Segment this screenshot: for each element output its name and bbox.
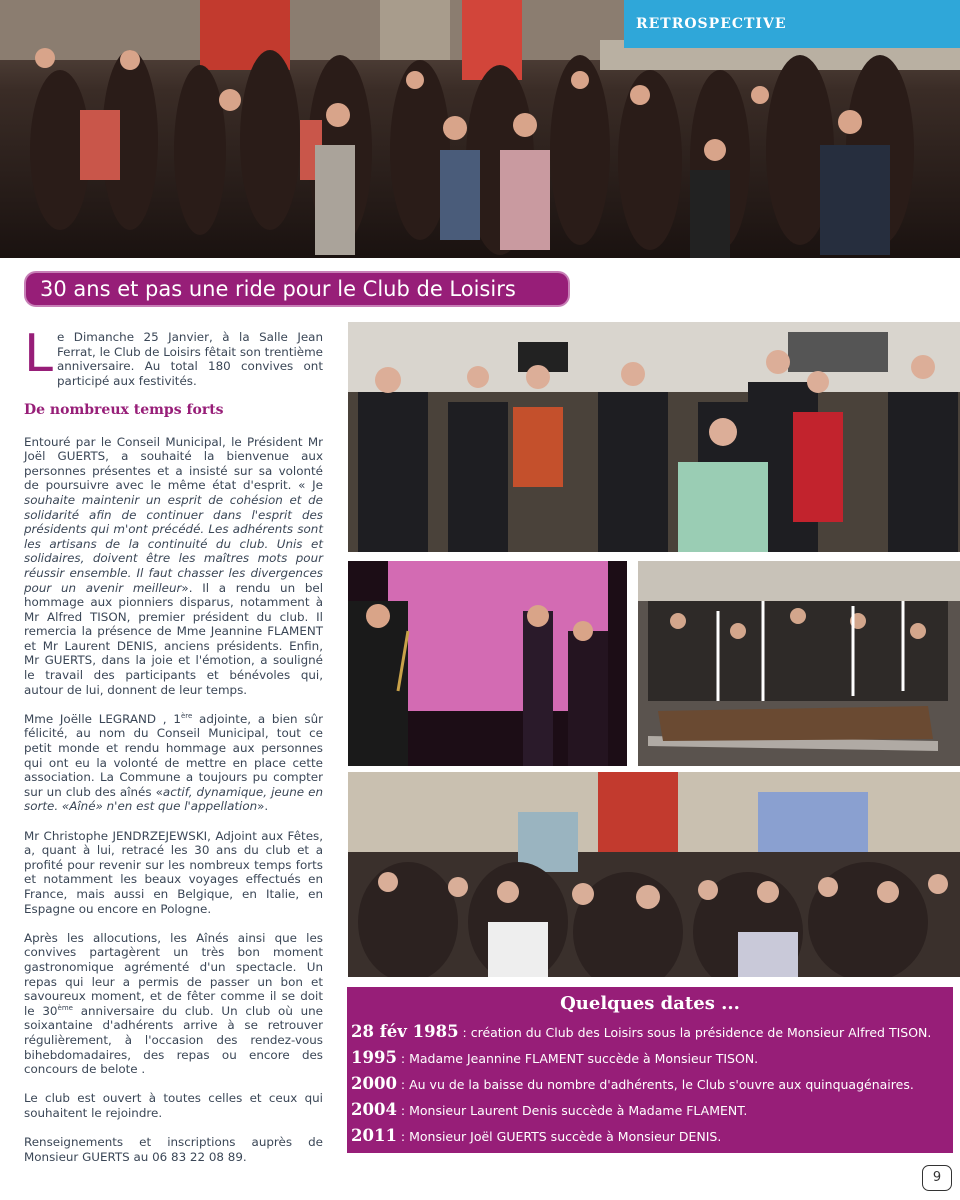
paragraph-2-quote: actif, dynamique, jeune en sorte. «Aîné» n'en est que l'appellation [24, 784, 323, 814]
paragraph-5: Le club est ouvert à toutes celles et ceux qui souhaitent le rejoindre. [24, 1091, 323, 1120]
paragraph-4-text-b: anniversaire du club. Un club où une soixantaine d'adhérents arrive à se retrouver régulièrement, à l'occasion des rendez-vous bihebdomadaires, des repas ou encore des concours de belote . [24, 1003, 324, 1077]
photo-birthday-cake [638, 561, 960, 766]
date-text: : Madame Jeannine FLAMENT succède à Monsieur TISON. [396, 1051, 759, 1066]
date-label: 2000 [351, 1074, 397, 1093]
article-body [24, 324, 324, 1179]
date-row [351, 1126, 721, 1145]
paragraph-4-sup: ème [57, 1003, 73, 1012]
date-row [351, 1074, 914, 1093]
paragraph-1-quote: souhaite maintenir un esprit de cohésion et de solidarité afin de continuer dans l'esprit des présidents qui m'ont précédé. Les adhérents sont les artisans de la continuité du club. Unis et solidaires, doivent être les maîtres mots pour réussir ensemble. Il faut chasser les divergences pour un avenir meilleur [24, 492, 323, 595]
date-text: : Monsieur Joël GUERTS succède à Monsieur DENIS. [396, 1129, 722, 1144]
paragraph-2-text-b: adjointe, a bien sûr félicité, au nom du Conseil Municipal, tout ce petit monde et rendu hommage aux personnes qui ont eu la volonté de mettre en place cette association. La Commune a toujours pu compter sur un club des aînés « [24, 711, 323, 799]
paragraph-4 [24, 931, 323, 1077]
date-text: : création du Club des Loisirs sous la présidence de Monsieur Alfred TISON. [458, 1025, 932, 1040]
date-label: 2004 [351, 1100, 397, 1119]
dates-title: Quelques dates ... [560, 993, 740, 1014]
photo-banquet-illustration [348, 772, 960, 977]
photo-group-illustration [348, 322, 960, 552]
photo-cake-illustration [638, 561, 960, 766]
date-text: : Au vu de la baisse du nombre d'adhérents, le Club s'ouvre aux quinquagénaires. [396, 1077, 914, 1092]
photo-group-on-stage [348, 322, 960, 552]
article-title: 30 ans et pas une ride pour le Club de Loisirs [26, 273, 568, 305]
paragraph-1 [24, 435, 323, 698]
date-row [351, 1048, 758, 1067]
dropcap: L [24, 324, 53, 384]
paragraph-6: Renseignements et inscriptions auprès de Monsieur GUERTS au 06 83 22 08 89. [24, 1135, 323, 1164]
paragraph-1-text-a: Entouré par le Conseil Municipal, le Président Mr Joël GUERTS, a souhaité la bienvenue aux personnes présentes et a insisté sur sa volonté de poursuivre avec le même état d'esprit. « Je [24, 434, 323, 493]
date-text: : Monsieur Laurent Denis succède à Madame FLAMENT. [396, 1103, 748, 1118]
subheading: De nombreux temps forts [24, 401, 224, 418]
section-tag: RETROSPECTIVE [624, 0, 960, 48]
paragraph-2-text-c: ». [257, 799, 269, 814]
paragraph-4-text-a: Après les allocutions, les Aînés ainsi que les convives partagèrent un très bon moment gastronomique agrémenté d'un spectacle. Un repas qui leur a permis de passer un bon et savoureux moment, et de fêter comme il se doit le 30 [24, 930, 323, 1018]
date-label: 1995 [351, 1048, 397, 1067]
paragraph-3: Mr Christophe JENDRZEJEWSKI, Adjoint aux Fêtes, a, quant à lui, retracé les 30 ans du club et a profité pour revenir sur les nombreux temps forts et notamment les beaux voyages effectués en France, mais aussi en Belgique, en Italie, en Espagne ou encore en Pologne. [24, 828, 323, 916]
date-label: 28 fév 1985 [351, 1022, 459, 1041]
date-row [351, 1100, 747, 1119]
photo-show-singer [348, 561, 627, 766]
intro-paragraph [24, 324, 323, 388]
photo-banquet-hall [348, 772, 960, 977]
page-number: 9 [922, 1165, 952, 1191]
date-row [351, 1022, 931, 1041]
photo-show-illustration [348, 561, 627, 766]
paragraph-1-text-b: ». Il a rendu un bel hommage aux pionniers disparus, notamment à Mr Alfred TISON, premier président du club. Il remercia la présence de Mme Jeannine FLAMENT et Mr Laurent DENIS, anciens présidents. Enfin, Mr GUERTS, dans la joie et l'émotion, a souligné le travail des participants et bénévoles qui, autour de lui, donnent de leur temps. [24, 580, 324, 697]
paragraph-2-sup: ère [180, 711, 193, 720]
date-label: 2011 [351, 1126, 397, 1145]
dates-box [347, 987, 953, 1153]
intro-text: e Dimanche 25 Janvier, à la Salle Jean Ferrat, le Club de Loisirs fêtait son trentième anniversaire. Au total 180 convives ont participé aux festivités. [56, 330, 323, 388]
paragraph-2 [24, 712, 323, 814]
paragraph-2-text-a: Mme Joëlle LEGRAND , 1 [24, 711, 181, 726]
